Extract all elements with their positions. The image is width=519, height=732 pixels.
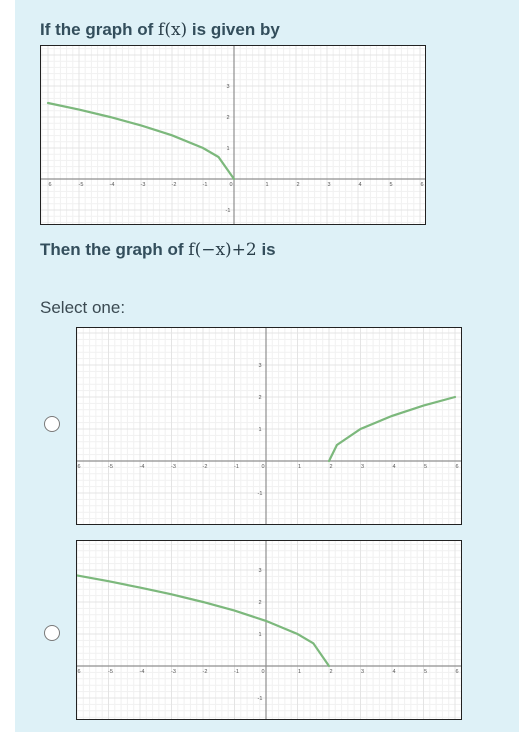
select-prompt: Select one: (40, 298, 126, 317)
x-tick-label: 2 (329, 669, 333, 675)
x-tick-label: 3 (360, 464, 365, 470)
x-tick-label: 5 (423, 669, 428, 675)
x-tick-label: -5 (108, 464, 113, 470)
y-tick-label: 3 (258, 363, 262, 369)
x-tick-label: -1 (202, 182, 208, 188)
y-tick-label: -1 (257, 696, 263, 702)
y-tick-label: 3 (226, 84, 230, 90)
x-tick-label: -2 (171, 182, 177, 188)
y-tick-label: -1 (225, 208, 231, 214)
option-b-graph[interactable] (76, 540, 462, 720)
x-tick-label: -3 (171, 669, 176, 675)
x-tick-label: -2 (202, 464, 208, 470)
x-tick-label: 4 (392, 669, 396, 675)
x-tick-label: -3 (171, 464, 176, 470)
question-suffix: is given by (187, 20, 280, 39)
x-tick-label: 0 (229, 182, 233, 188)
x-tick-label: 6 (48, 182, 52, 188)
x-tick-label: 5 (423, 464, 428, 470)
y-tick-label: 1 (258, 427, 262, 433)
x-tick-label: -3 (140, 182, 146, 188)
y-tick-label: 1 (258, 632, 262, 638)
x-tick-label: 1 (297, 464, 302, 470)
question-text (40, 20, 280, 40)
y-tick-label: 2 (258, 395, 262, 401)
y-tick-label: 1 (226, 146, 230, 152)
question-prefix: If the graph of (40, 20, 159, 39)
question2-suffix: is (256, 240, 276, 259)
transformed-function-label: f(−x)+2 (188, 240, 257, 260)
x-tick-label: 6 (420, 182, 424, 188)
x-tick-label: 2 (296, 182, 300, 188)
x-tick-label: 5 (389, 182, 393, 188)
y-tick-label: 3 (258, 568, 262, 574)
x-tick-label: -5 (108, 669, 113, 675)
x-tick-label: 0 (261, 669, 265, 675)
y-tick-label: -1 (257, 491, 263, 497)
option-a-graph[interactable] (76, 327, 462, 525)
x-tick-label: -4 (139, 464, 145, 470)
option-a-radio[interactable] (44, 416, 60, 432)
x-tick-label: 1 (297, 669, 302, 675)
x-tick-label: -4 (139, 669, 145, 675)
x-tick-label: 1 (265, 182, 269, 188)
x-tick-label: 6 (77, 464, 81, 470)
x-tick-label: 3 (360, 669, 365, 675)
function-label: f(x) (158, 20, 188, 40)
transformed-question-text (40, 240, 276, 260)
x-tick-label: 6 (77, 669, 81, 675)
graph-border (77, 328, 462, 525)
x-tick-label: 2 (329, 464, 333, 470)
given-graph (40, 45, 426, 225)
y-tick-label: 2 (226, 115, 230, 121)
x-tick-label: -1 (234, 464, 239, 470)
option-b-radio[interactable] (44, 625, 60, 641)
x-tick-label: -5 (78, 182, 84, 188)
x-tick-label: 3 (327, 182, 331, 188)
x-tick-label: 4 (392, 464, 396, 470)
x-tick-label: -2 (202, 669, 208, 675)
x-tick-label: 6 (455, 464, 459, 470)
x-tick-label: 4 (358, 182, 362, 188)
graph-border (77, 541, 462, 720)
x-tick-label: -4 (109, 182, 115, 188)
question2-prefix: Then the graph of (40, 240, 189, 259)
x-tick-label: -1 (234, 669, 239, 675)
y-tick-label: 2 (258, 600, 262, 606)
x-tick-label: 0 (261, 464, 265, 470)
x-tick-label: 6 (455, 669, 459, 675)
